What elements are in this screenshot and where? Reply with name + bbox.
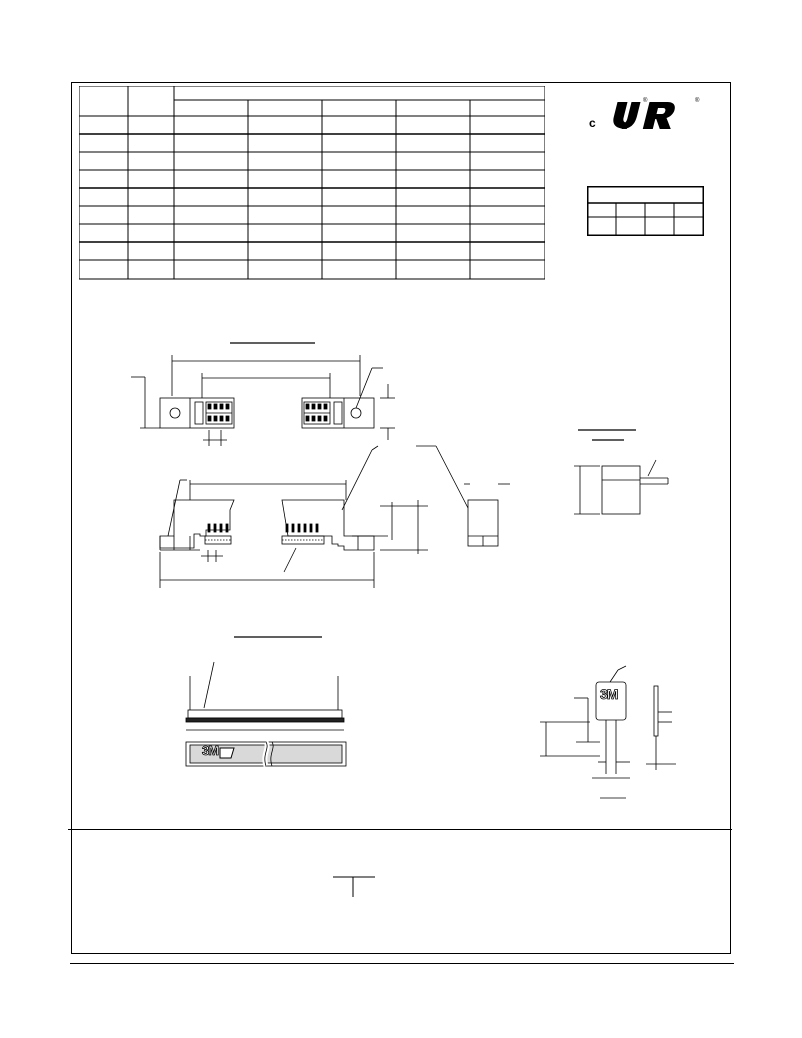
tab-3m-marking: 3M	[600, 686, 618, 702]
registered-mark: ®	[695, 98, 700, 104]
registered-mark: ®	[643, 98, 648, 104]
connector-front-view-left	[160, 500, 234, 550]
connector-top-view-left	[160, 398, 234, 428]
connector-top-view-right	[302, 398, 374, 428]
connector-front-view-right	[282, 500, 374, 550]
latch-detail	[574, 460, 668, 514]
connector-side-view	[416, 446, 510, 546]
plug-3m-marking: 3M	[202, 743, 219, 758]
notes-marker	[333, 875, 375, 897]
logo-prefix: c	[589, 116, 596, 130]
